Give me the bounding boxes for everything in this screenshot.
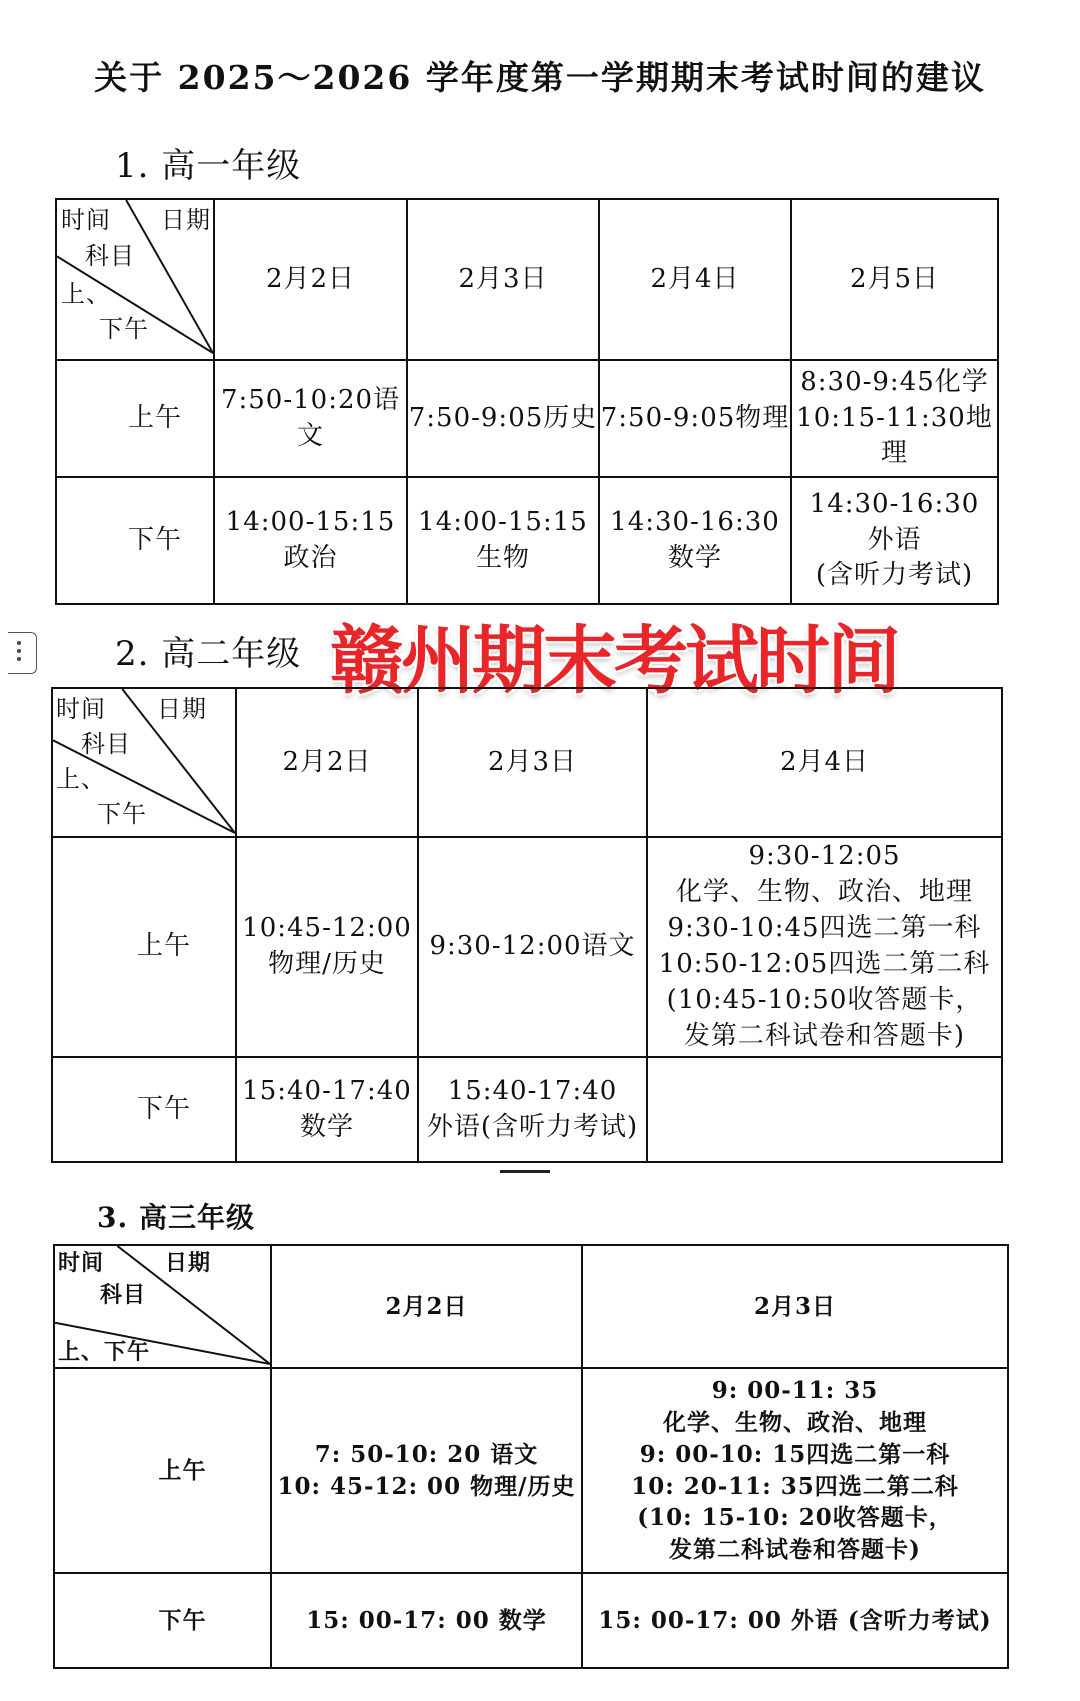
corner-ampm-label: 上、下午 (58, 1339, 151, 1365)
cell-line: 10:15-11:30地 (796, 402, 993, 433)
grade1-date-3: 2月5日 (791, 199, 998, 360)
grade1-corner-cell (56, 199, 214, 360)
cell-line: 9:30-10:45四选二第一科 (667, 913, 982, 944)
cell-line: (含听力考试) (815, 560, 974, 591)
cell-line: 10:45-12:00 (242, 913, 412, 944)
grade3-date-1: 2月3日 (582, 1245, 1008, 1368)
grade2-am-label: 上午 (52, 837, 236, 1057)
grade1-am-label: 上午 (56, 360, 214, 477)
cell-line: 15:40-17:40 (447, 1075, 618, 1106)
grade2-pm-cell (647, 1057, 1002, 1162)
cell-line: 理 (880, 438, 908, 469)
grade1-am-cell (214, 360, 407, 477)
cell-line: 7:50-9:05物理 (600, 402, 790, 433)
grade3-pm-cell (271, 1573, 582, 1668)
cell-line: 数学 (667, 542, 722, 573)
grade3-am-label: 上午 (54, 1368, 271, 1573)
grade1-am-cell (407, 360, 599, 477)
corner-subject-label: 科目 (85, 242, 135, 270)
grade1-pm-cell (407, 477, 599, 604)
grade1-pm-cell (599, 477, 791, 604)
cell-line: (10:45-10:50收答题卡， (666, 984, 983, 1015)
cell-line: 物理/历史 (268, 949, 386, 979)
grade1-date-1: 2月3日 (407, 199, 599, 360)
grade1-table (55, 198, 999, 605)
grade1-am-cell (599, 360, 791, 477)
cell-line: 10: 45-12: 00 物理/历史 (277, 1472, 576, 1500)
side-handle-icon[interactable] (8, 632, 37, 674)
cell-line: 10: 20-11: 35四选二第二科 (631, 1472, 959, 1500)
cell-line: 7:50-9:05历史 (408, 402, 598, 433)
grade2-table (51, 687, 1003, 1163)
cell-line: 政治 (283, 542, 338, 573)
cell-line: 15:40-17:40 (242, 1075, 412, 1106)
corner-time-label: 时间 (61, 206, 111, 234)
grade3-am-cell (271, 1368, 582, 1573)
grade2-heading: 2. 高二年级 (115, 634, 302, 674)
grade2-am-cell (647, 837, 1002, 1057)
grade3-am-cell (582, 1368, 1008, 1573)
divider (500, 1170, 550, 1173)
grade2-date-1: 2月3日 (418, 688, 647, 837)
grade2-date-0: 2月2日 (236, 688, 418, 837)
corner-date-label: 日期 (161, 206, 211, 234)
cell-line: 9:30-12:00语文 (429, 931, 636, 962)
cell-line: 15: 00-17: 00 外语 (含听力考试) (598, 1606, 992, 1634)
cell-line: 14:30-16:30 (809, 488, 980, 519)
grade2-pm-label: 下午 (52, 1057, 236, 1162)
grade3-pm-label: 下午 (54, 1573, 271, 1668)
grade2-am-cell (418, 837, 647, 1057)
grade2-date-2: 2月4日 (647, 688, 1002, 837)
grade2-pm-cell (418, 1057, 647, 1162)
corner-time-label: 时间 (58, 1250, 105, 1276)
grade3-table (53, 1244, 1009, 1669)
corner-ampm-label-a: 上、 (56, 765, 106, 793)
grade3-corner-cell (54, 1245, 271, 1368)
cell-line: 数学 (299, 1111, 354, 1142)
grade1-heading: 1. 高一年级 (115, 146, 302, 186)
cell-line: 14:00-15:15 (418, 506, 588, 537)
grade2-corner-cell (52, 688, 236, 837)
cell-line: 外语(含听力考试) (426, 1111, 639, 1142)
corner-date-label: 日期 (165, 1250, 212, 1276)
cell-line: 化学、生物、政治、地理 (663, 1409, 927, 1437)
grade2-pm-cell (236, 1057, 418, 1162)
corner-ampm-label-b: 下午 (97, 800, 147, 828)
cell-line: (10: 15-10: 20收答题卡， (637, 1504, 953, 1532)
cell-line: 14:30-16:30 (610, 506, 780, 537)
cell-line: 发第二科试卷和答题卡) (683, 1020, 966, 1051)
document-title: 关于 2025～2026 学年度第一学期期末考试时间的建议 (94, 58, 986, 97)
cell-line: 9: 00-11: 35 (711, 1377, 879, 1405)
grade1-am-cell (791, 360, 998, 477)
grade3-heading: 3. 高三年级 (97, 1201, 255, 1234)
grade1-date-0: 2月2日 (214, 199, 407, 360)
corner-date-label: 日期 (157, 695, 207, 723)
cell-line: 14:00-15:15 (225, 506, 396, 537)
cell-line: 化学、生物、政治、地理 (675, 877, 973, 908)
cell-line: 文 (296, 420, 324, 451)
cell-line: 发第二科试卷和答题卡) (669, 1535, 921, 1563)
cell-line: 生物 (475, 542, 530, 573)
grade1-pm-cell (214, 477, 407, 604)
cell-line: 7:50-10:20语 (220, 384, 401, 415)
watermark-banner: 赣州期末考试时间 (330, 618, 898, 704)
cell-line: 15: 00-17: 00 数学 (306, 1606, 547, 1634)
grade1-date-2: 2月4日 (599, 199, 791, 360)
corner-ampm-label-b: 下午 (99, 315, 149, 343)
cell-line: 8:30-9:45化学 (800, 366, 989, 397)
grade3-pm-cell (582, 1573, 1008, 1668)
corner-subject-label: 科目 (81, 730, 131, 758)
grade2-am-cell (236, 837, 418, 1057)
corner-time-label: 时间 (56, 695, 106, 723)
grade1-pm-label: 下午 (56, 477, 214, 604)
grade1-pm-cell (791, 477, 998, 604)
cell-line: 7: 50-10: 20 语文 (314, 1440, 539, 1468)
cell-line: 10:50-12:05四选二第二科 (658, 949, 991, 979)
cell-line: 9:30-12:05 (748, 841, 901, 872)
grade3-date-0: 2月2日 (271, 1245, 582, 1368)
corner-subject-label: 科目 (100, 1282, 147, 1308)
cell-line: 外语 (867, 524, 922, 555)
corner-ampm-label-a: 上、 (61, 280, 111, 308)
cell-line: 9: 00-10: 15四选二第一科 (639, 1440, 951, 1468)
